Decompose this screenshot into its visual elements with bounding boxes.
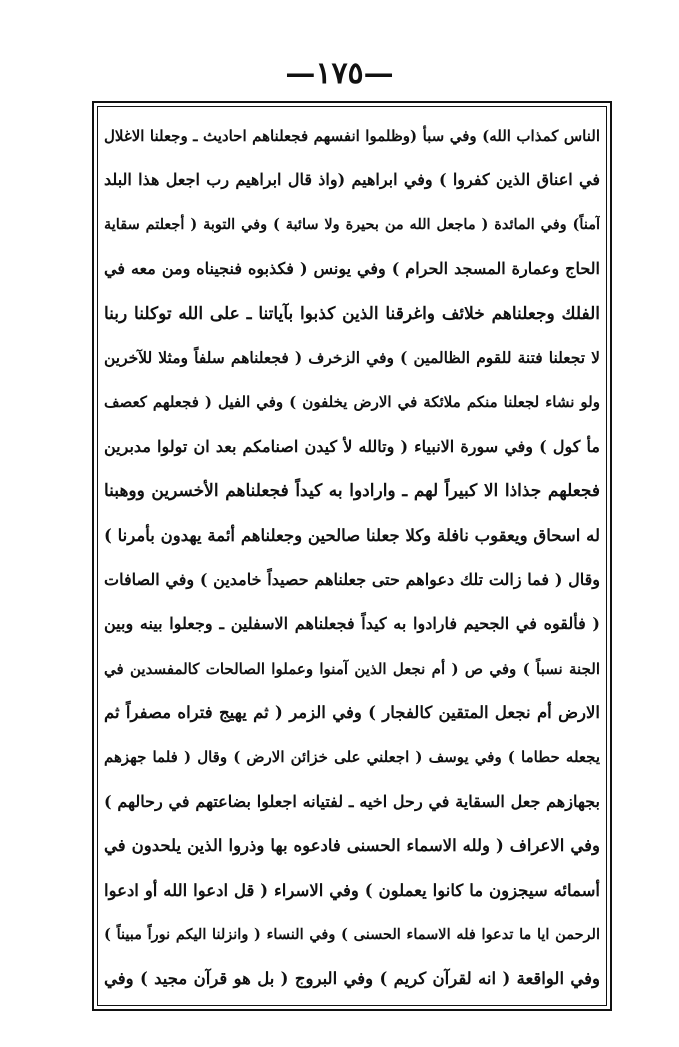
text-line: الجنة نسباً ) وفي ص ( أم نجعل الذين آمنوا وعملوا الصالحات كالمفسدين في [104, 659, 600, 678]
text-line: الحاج وعمارة المسجد الحرام ) وفي يونس ( فكذبوه فنجيناه ومن معه في [104, 259, 600, 279]
text-line: الناس كمذاب الله) وفي سبأ (وظلموا انفسهم فجعلناهم احاديث ـ وجعلنا الاغلال [104, 127, 600, 145]
text-line: له اسحاق ويعقوب نافلة وكلا جعلنا صالحين وجعلناهم أئمة يهدون بأمرنا ) [104, 525, 600, 545]
text-line: يجعله حطاما ) وفي يوسف ( اجعلني على خزائن الارض ) وقال ( فلما جهزهم [104, 748, 600, 767]
text-line: وفي الاعراف ( ولله الاسماء الحسنى فادعوه بها وذروا الذين يلحدون في [104, 836, 600, 856]
text-line: الارض أم نجعل المتقين كالفجار ) وفي الزمر ( ثم يهيج فتراه مصفراً ثم [104, 703, 600, 723]
text-line: فجعلهم جذاذا الا كبيراً لهم ـ وارادوا به كيداً فجعلناهم الأخسرين ووهبنا [104, 481, 600, 502]
text-line: في اعناق الذين كفروا ) وفي ابراهيم (واذ قال ابراهيم رب اجعل هذا البلد [104, 170, 600, 190]
arabic-text-body [104, 114, 600, 1002]
page-number: —١٧٥— [285, 56, 394, 91]
text-line: بجهازهم جعل السقاية في رحل اخيه ـ لفتيانه اجعلوا بضاعتهم في رحالهم ) [104, 791, 600, 811]
text-line: وقال ( فما زالت تلك دعواهم حتى جعلناهم حصيداً خامدين ) وفي الصافات [104, 569, 600, 589]
text-line: آمناً) وفي المائدة ( ماجعل الله من بحيرة ولا سائبة ) وفي التوبة ( أجعلتم سقاية [104, 215, 600, 233]
text-line: لا تجعلنا فتنة للقوم الظالمين ) وفي الزخرف ( فجعلناهم سلفاً ومثلا للآخرين [104, 347, 600, 367]
text-line: ( فألقوه في الجحيم فارادوا به كيداً فجعلناهم الاسفلين ـ وجعلوا بينه وبين [104, 614, 600, 634]
text-line: ولو نشاء لجعلنا منكم ملائكة في الارض يخلفون ) وفي الفيل ( فجعلهم كعصف [104, 393, 600, 412]
text-line: الفلك وجعلناهم خلائف واغرقنا الذين كذبوا بآياتنا ـ على الله توكلنا ربنا [104, 303, 600, 324]
text-line: الرحمن ايا ما تدعوا فله الاسماء الحسنى ) وفي النساء ( وانزلنا اليكم نوراً مبيناً ) [104, 926, 600, 944]
text-line: وفي الواقعة ( انه لقرآن كريم ) وفي البروج ( بل هو قرآن مجيد ) وفي [104, 969, 600, 989]
text-line: أسمائه سيجزون ما كانوا يعملون ) وفي الاسراء ( قل ادعوا الله أو ادعوا [104, 880, 600, 900]
text-line: مأ كول ) وفي سورة الانبياء ( وتالله لأ كيدن اصنامكم بعد ان تولوا مدبرين [104, 436, 600, 456]
